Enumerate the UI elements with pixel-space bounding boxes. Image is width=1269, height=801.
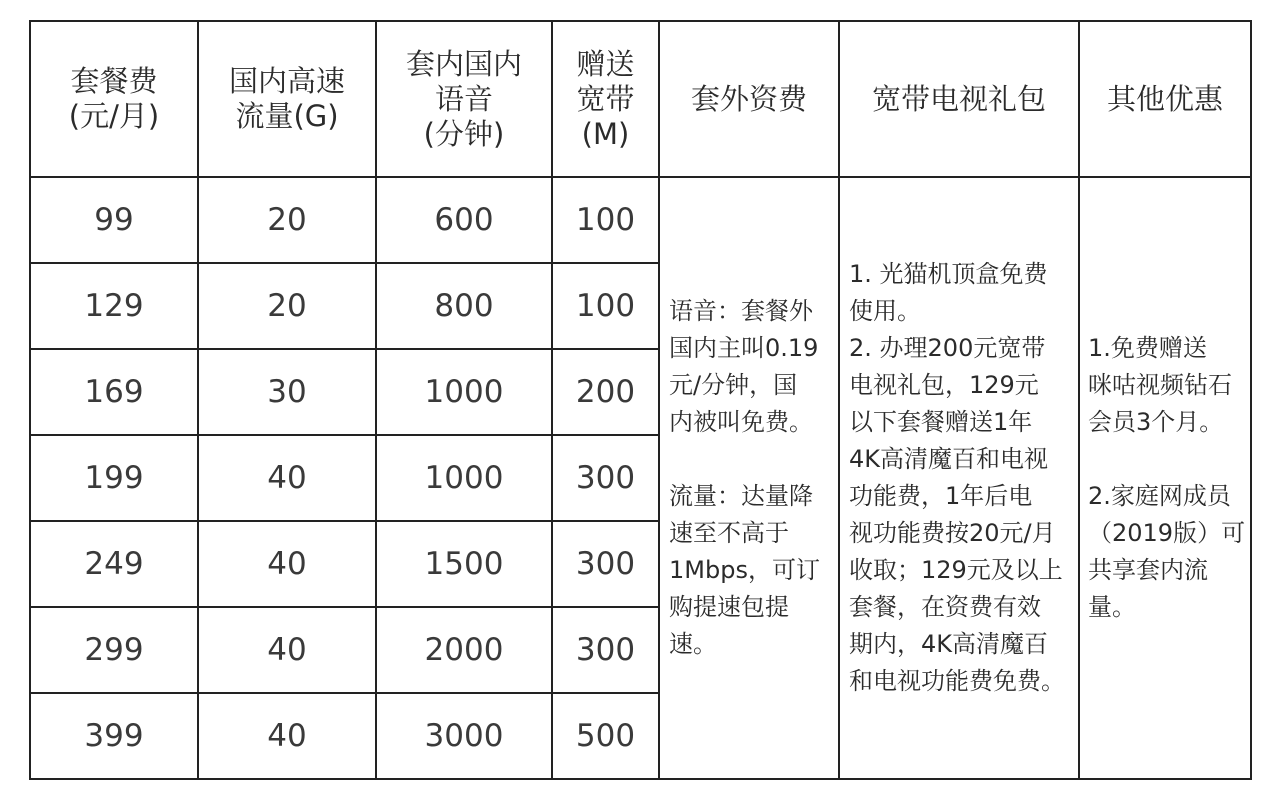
fee-cell: 129 bbox=[30, 263, 198, 349]
broadband-cell: 100 bbox=[552, 263, 659, 349]
broadband-cell: 500 bbox=[552, 693, 659, 779]
data-cell: 40 bbox=[198, 693, 376, 779]
broadband-cell: 300 bbox=[552, 521, 659, 607]
other-benefits-cell: 1.免费赠送 咪咕视频钻石 会员3个月。 2.家庭网成员 （2019版）可 共享套内流 量。 bbox=[1079, 177, 1251, 779]
plan-table bbox=[29, 20, 1252, 780]
header-row bbox=[30, 21, 1251, 177]
voice-cell: 1000 bbox=[376, 435, 552, 521]
fee-cell: 249 bbox=[30, 521, 198, 607]
voice-cell: 3000 bbox=[376, 693, 552, 779]
broadband-cell: 300 bbox=[552, 435, 659, 521]
broadband-cell: 300 bbox=[552, 607, 659, 693]
fee-cell: 199 bbox=[30, 435, 198, 521]
header-domestic-voice: 套内国内 语音 (分钟) bbox=[376, 21, 552, 177]
header-extra-charges: 套外资费 bbox=[659, 21, 839, 177]
data-cell: 40 bbox=[198, 607, 376, 693]
header-free-broadband: 赠送 宽带 (M) bbox=[552, 21, 659, 177]
voice-cell: 2000 bbox=[376, 607, 552, 693]
header-other-benefits: 其他优惠 bbox=[1079, 21, 1251, 177]
broadband-cell: 200 bbox=[552, 349, 659, 435]
fee-cell: 99 bbox=[30, 177, 198, 263]
table-row bbox=[30, 177, 1251, 263]
tv-package-cell: 1. 光猫机顶盒免费 使用。 2. 办理200元宽带 电视礼包，129元 以下套餐赠送1年 4K高清魔百和电视 功能费，1年后电 视功能费按20元/月 收取；129元及以上 套餐，在资费有效 期内，4K高清魔百 和电视功能费免费。 bbox=[839, 177, 1079, 779]
header-monthly-fee: 套餐费 (元/月) bbox=[30, 21, 198, 177]
data-cell: 40 bbox=[198, 521, 376, 607]
voice-cell: 1500 bbox=[376, 521, 552, 607]
data-cell: 30 bbox=[198, 349, 376, 435]
fee-cell: 299 bbox=[30, 607, 198, 693]
data-cell: 20 bbox=[198, 263, 376, 349]
header-domestic-data: 国内高速 流量(G) bbox=[198, 21, 376, 177]
voice-cell: 800 bbox=[376, 263, 552, 349]
fee-cell: 399 bbox=[30, 693, 198, 779]
data-cell: 20 bbox=[198, 177, 376, 263]
data-cell: 40 bbox=[198, 435, 376, 521]
broadband-cell: 100 bbox=[552, 177, 659, 263]
voice-cell: 600 bbox=[376, 177, 552, 263]
voice-cell: 1000 bbox=[376, 349, 552, 435]
extra-charges-cell: 语音：套餐外 国内主叫0.19 元/分钟，国 内被叫免费。 流量：达量降 速至不高于 1Mbps，可订 购提速包提速。 bbox=[659, 177, 839, 779]
fee-cell: 169 bbox=[30, 349, 198, 435]
header-tv-package: 宽带电视礼包 bbox=[839, 21, 1079, 177]
